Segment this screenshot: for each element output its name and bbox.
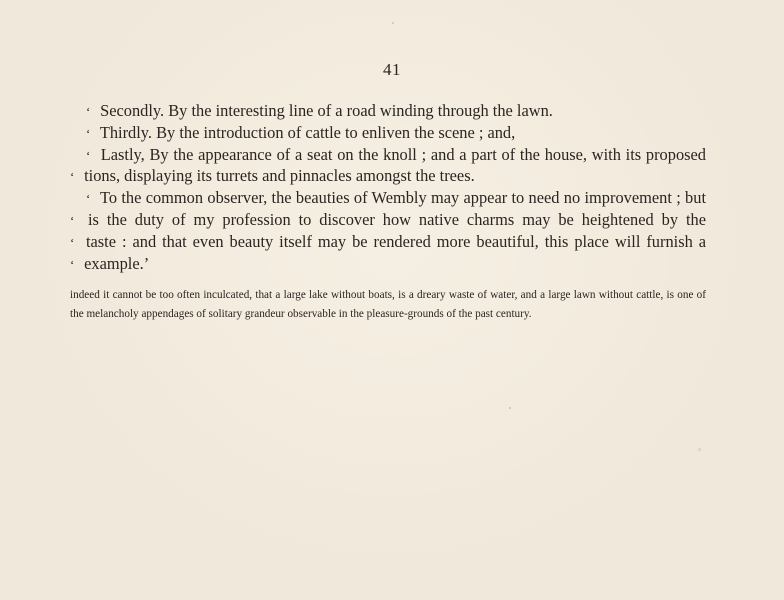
quote-mark: ‘ [70,234,75,250]
quote-line [70,122,706,144]
quote-line-text: To the common observer, the beauties of Wembly may appear to need no improvement ; but [100,188,706,208]
footnote-line: the melancholy appendages of solitary grandeur observable in the pleasure-grounds of the past century. [70,308,532,320]
quote-mark: ‘ [70,256,75,272]
quote-line-text: Lastly, By the appearance of a seat on the knoll ; and a part of the house, with its proposed [100,144,706,164]
quote-line [70,231,706,253]
quote-mark: ‘ [70,212,75,228]
quote-line-text: Secondly. By the interesting line of a road winding through the lawn. [100,101,553,120]
quote-mark: ‘ [70,169,75,185]
quoted-passage [70,100,706,274]
page-number: 41 [383,60,401,79]
quote-line [70,144,706,166]
footnote [70,286,706,324]
quote-line-text: example.’ [84,253,150,273]
quote-line [70,187,706,209]
quote-line [70,100,706,122]
paper-speck [509,407,511,409]
quote-line-text: Thirdly. By the introduction of cattle to enliven the scene ; and, [99,122,516,142]
quote-mark: ‘ [86,191,91,207]
quote-mark: ‘ [86,104,91,119]
quote-line [70,165,706,187]
quote-line [70,253,706,275]
quote-line [70,209,706,231]
quote-line-text: taste : and that even beauty itself may be rendered more beautiful, this place will furnish a [85,231,706,251]
quote-line-text: tions, displaying its turrets and pinnacles amongst the trees. [84,166,475,186]
paper-speck [698,448,701,451]
quote-mark: ‘ [86,147,91,163]
footnote-line: indeed it cannot be too often inculcated, that a large lake without boats, is a dreary waste of water, and a large lawn without cattle, is one of [70,289,706,301]
quote-line-text: is the duty of my profession to discover how native charms may be heightened by the [87,209,706,229]
paper-speck [392,22,394,24]
quote-mark: ‘ [86,125,91,141]
